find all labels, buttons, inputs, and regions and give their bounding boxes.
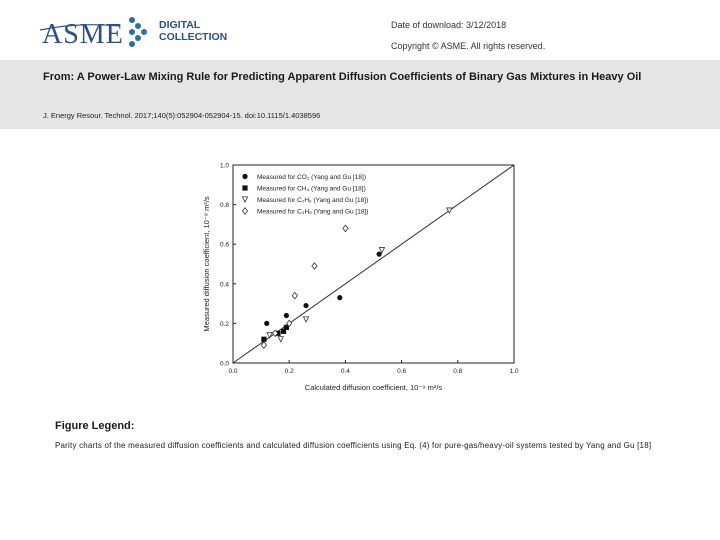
- download-date: Date of download: 3/12/2018: [391, 20, 507, 30]
- y-tick-label: 1.0: [219, 162, 229, 170]
- copyright-notice: Copyright © ASME. All rights reserved.: [391, 41, 546, 51]
- y-tick-label: 0.4: [219, 281, 229, 289]
- x-tick-label: 0.2: [284, 368, 294, 375]
- figure-legend-heading: Figure Legend:: [55, 420, 135, 432]
- data-point-triangle-down: [303, 317, 308, 322]
- legend-entry: Measured for CH₄ (Yang and Gu [18]): [257, 185, 366, 193]
- data-point-circle: [264, 321, 269, 326]
- legend-marker-diamond: [242, 208, 247, 214]
- brand-sub-line2: COLLECTION: [159, 31, 228, 43]
- data-point-diamond: [343, 225, 348, 231]
- legend-marker-square: [242, 185, 247, 190]
- data-point-circle: [303, 303, 308, 308]
- data-point-diamond: [312, 263, 317, 269]
- article-citation[interactable]: J. Energy Resour. Technol. 2017;140(5):052904-052904-15. doi:10.1115/1.4038596: [43, 111, 321, 120]
- legend-marker-circle: [242, 174, 247, 179]
- x-tick-label: 0.6: [397, 368, 407, 375]
- legend-entry: Measured for CO₂ (Yang and Gu [18]): [257, 174, 366, 181]
- x-tick-label: 1.0: [509, 368, 519, 375]
- y-tick-label: 0.0: [219, 360, 229, 368]
- data-point-triangle-down: [267, 333, 272, 338]
- download-info: [391, 15, 545, 57]
- parity-chart: [200, 158, 525, 398]
- data-point-circle: [377, 252, 382, 257]
- x-tick-label: 0.8: [453, 368, 463, 375]
- x-tick-label: 0.0: [228, 368, 238, 375]
- x-tick-label: 0.4: [340, 368, 350, 375]
- y-tick-label: 0.8: [219, 202, 229, 210]
- data-point-diamond: [292, 292, 297, 298]
- brand-sub-line1: DIGITAL: [159, 19, 201, 31]
- legend-entry: Measured for C₂H₆ (Yang and Gu [18]): [257, 197, 369, 204]
- legend-entry: Measured for C₃H₈ (Yang and Gu [18]): [257, 208, 369, 216]
- article-title: From: A Power-Law Mixing Rule for Predicting Apparent Diffusion Coefficients of Binary Gas Mixtures in Heavy Oil: [43, 71, 642, 83]
- legend-marker-triangle-down: [242, 197, 247, 202]
- brand-wordmark: ASME: [42, 19, 124, 50]
- data-point-triangle-down: [278, 337, 283, 342]
- x-axis-label: Calculated diffusion coefficient, 10⁻⁹ m²/s: [304, 383, 443, 392]
- figure-legend-text: Parity charts of the measured diffusion coefficients and calculated diffusion coefficients using Eq. (4) for pure-gas/heavy-oil systems tested by Yang and Gu [18]: [55, 441, 652, 450]
- asme-digital-collection-logo[interactable]: [38, 12, 248, 50]
- y-tick-label: 0.6: [219, 241, 229, 249]
- data-point-square: [261, 337, 266, 342]
- data-point-circle: [337, 295, 342, 300]
- parity-chart-svg: [200, 158, 525, 398]
- y-axis-label: Measured diffusion coefficient, 10⁻⁹ m²/s: [202, 196, 211, 332]
- y-tick-label: 0.2: [219, 320, 229, 328]
- data-point-circle: [284, 313, 289, 318]
